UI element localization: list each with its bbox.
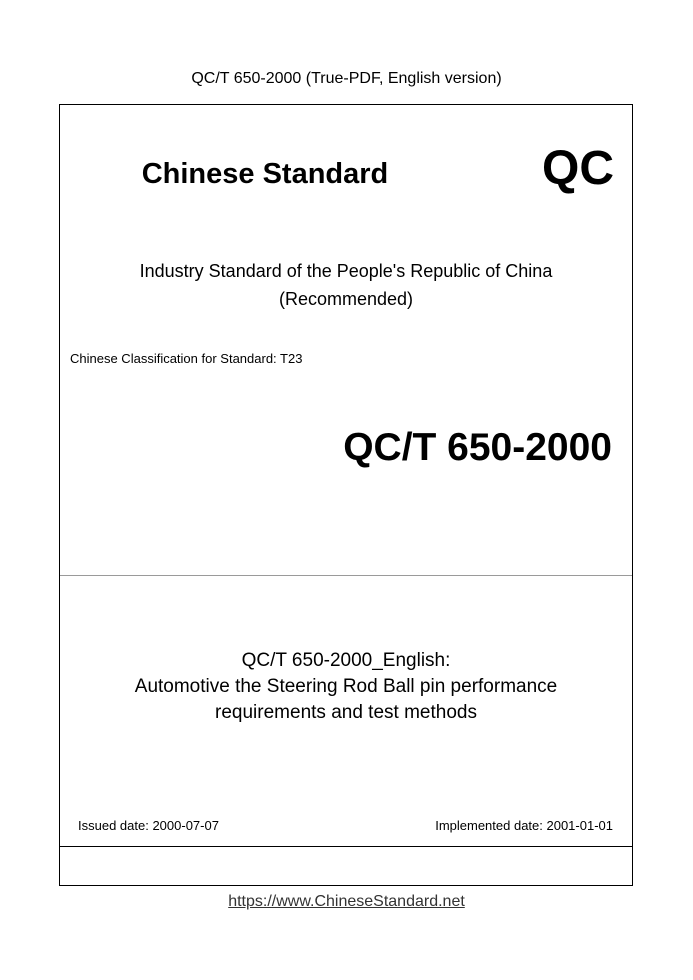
qc-logo: QC [542, 142, 614, 195]
implemented-date: Implemented date: 2001-01-01 [435, 818, 613, 833]
cover-title: Chinese Standard [141, 158, 389, 190]
document-title-line: QC/T 650-2000_English: [241, 650, 451, 671]
cover-frame [59, 104, 633, 886]
website-link[interactable]: https://www.ChineseStandard.net [228, 893, 465, 910]
standard-number: QC/T 650-2000 [343, 426, 612, 469]
bottom-divider [60, 846, 632, 847]
cover-subtitle [59, 257, 633, 313]
section-divider [60, 575, 632, 576]
document-title-line: requirements and test methods [215, 702, 477, 723]
classification-text: Chinese Classification for Standard: T23 [70, 351, 303, 366]
subtitle-line: Industry Standard of the People's Republic of China [139, 261, 553, 281]
document-title [59, 648, 633, 726]
document-title-line: Automotive the Steering Rod Ball pin performance [134, 676, 558, 697]
issued-date: Issued date: 2000-07-07 [78, 818, 219, 833]
footer [0, 892, 693, 912]
subtitle-line: (Recommended) [278, 289, 414, 309]
page-header: QC/T 650-2000 (True-PDF, English version) [191, 70, 502, 87]
